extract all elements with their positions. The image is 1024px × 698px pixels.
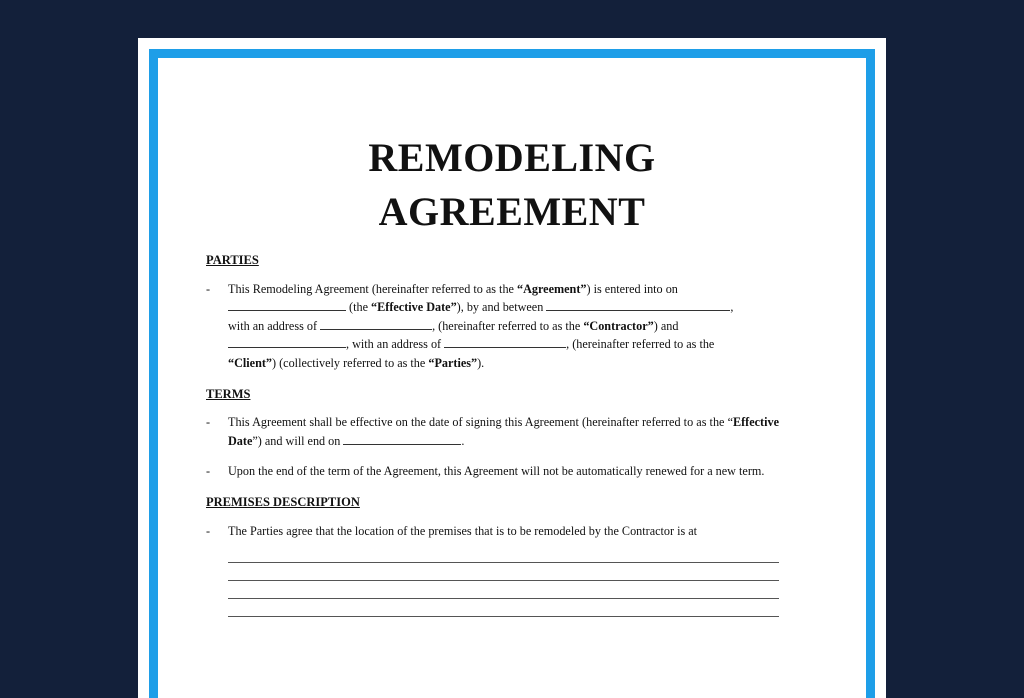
blank-line	[228, 562, 779, 563]
blank-line	[228, 580, 779, 581]
terms-paragraph-1: - This Agreement shall be effective on the date of signing this Agreement (hereinafter referred to as the “Effective Date”) and will end on .	[206, 415, 779, 448]
title-line-2: AGREEMENT	[378, 189, 646, 234]
parties-paragraph: - This Remodeling Agreement (hereinafter referred to as the “Agreement”) is entered into on (the “Effective Date”), by and between , with an address of , (hereinafter referred to as the “Contractor”) and , with an address of , (hereinafter referred to as the “Client”) (collectively referred to as the “Parties”).	[206, 281, 734, 370]
section-heading-premises: PREMISES DESCRIPTION	[206, 494, 360, 509]
blank-line	[228, 598, 779, 599]
document-page	[138, 38, 886, 698]
section-heading-terms: TERMS	[206, 386, 251, 401]
blank-contractor-address	[320, 317, 432, 330]
blank-date	[228, 298, 346, 311]
blank-contractor-name	[546, 298, 730, 311]
bullet: -	[206, 464, 211, 479]
bullet: -	[206, 523, 211, 538]
document-body	[206, 251, 779, 634]
blank-end-date	[343, 432, 461, 445]
bullet: -	[206, 415, 211, 430]
premises-paragraph: - The Parties agree that the location of the premises that is to be remodeled by the Contractor is at	[206, 522, 779, 541]
section-heading-parties: PARTIES	[206, 253, 259, 267]
blank-client-address	[444, 335, 566, 348]
bullet: -	[206, 281, 211, 296]
blank-client-name	[228, 335, 346, 348]
blank-line	[228, 616, 779, 617]
document-title	[138, 131, 886, 239]
title-line-1: REMODELING	[368, 135, 656, 180]
terms-paragraph-2: - Upon the end of the term of the Agreement, this Agreement will not be automatically renewed for a new term.	[206, 462, 779, 481]
